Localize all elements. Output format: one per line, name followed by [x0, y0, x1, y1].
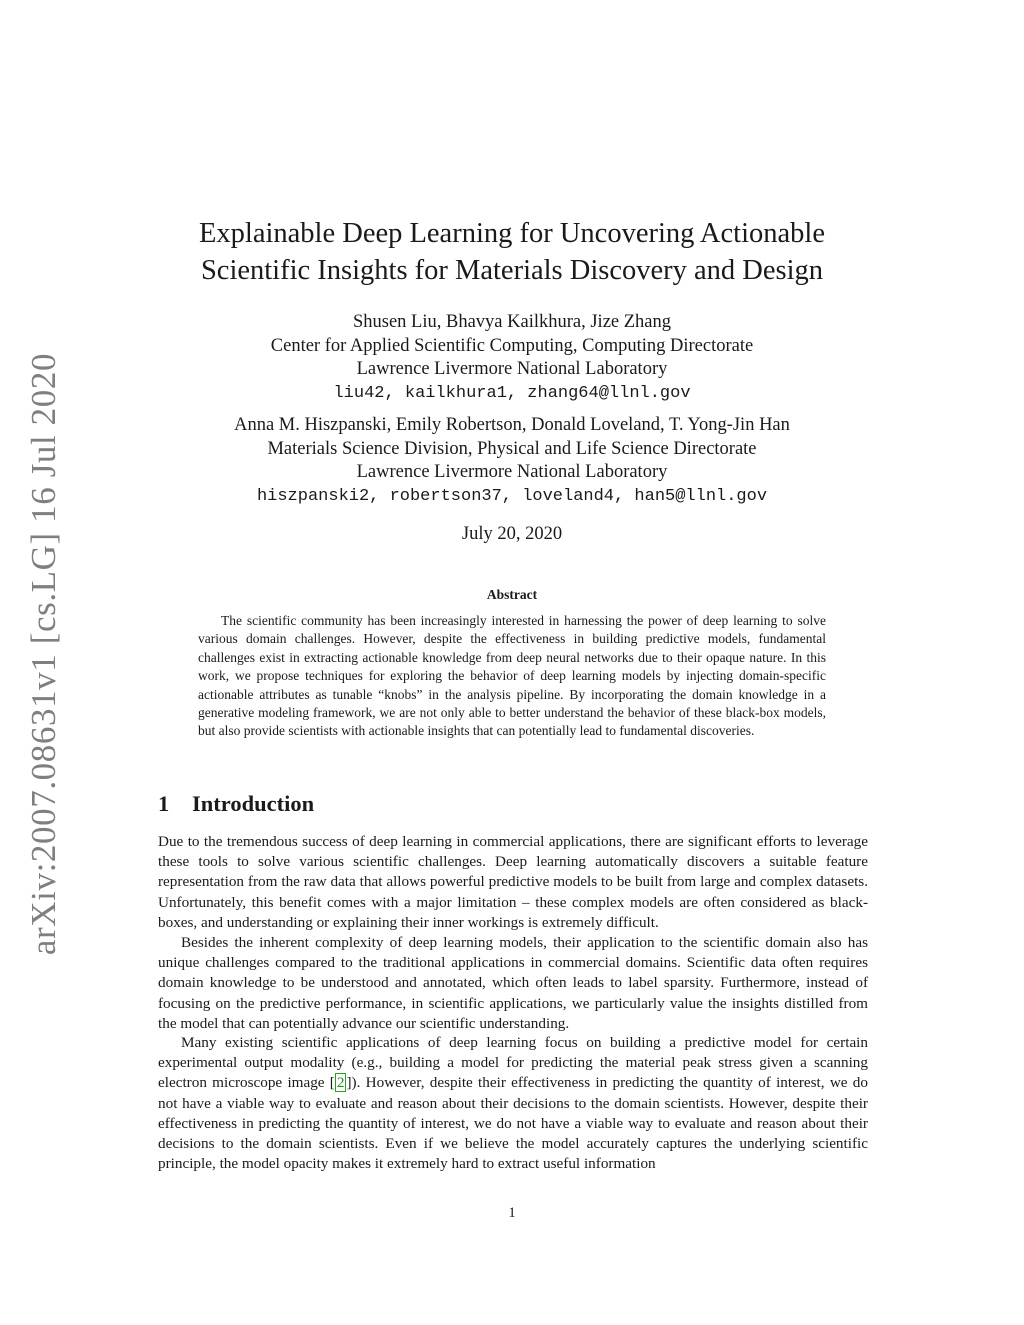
title-line-1: Explainable Deep Learning for Uncovering Actionable [199, 218, 825, 249]
abstract-heading: Abstract [486, 587, 538, 602]
publication-date: July 20, 2020 [461, 524, 563, 544]
author-department: Center for Applied Scientific Computing, Computing Directorate [270, 335, 754, 356]
section-title: Introduction [192, 791, 315, 816]
paragraph-text-before-citation: Many existing scientific applications of deep learning focus on building a predictive model for certain experimental output modality (e.g., building a model for predicting the material peak stress given a scanning electron microscope image [ [158, 1034, 868, 1092]
author-institution: Lawrence Livermore National Laboratory [356, 359, 668, 379]
author-emails: liu42, kailkhura1, zhang64@llnl.gov [333, 383, 691, 403]
paper-title [140, 215, 884, 289]
author-department: Materials Science Division, Physical and Life Science Directorate [267, 438, 757, 459]
intro-paragraph-2: Besides the inherent complexity of deep learning models, their application to the scientific domain also has unique challenges compared to the traditional applications in commercial domains. Scientific data often requires domain knowledge to be understood and annotated, which often leads to label sparsity. Furthermore, instead of focusing on the predictive performance, in scientific applications, we particularly value the insights distilled from the model that can potentially advance our scientific understanding. [158, 934, 868, 1032]
section-number: 1 [158, 791, 170, 816]
section-heading-introduction [158, 789, 314, 819]
title-line-2: Scientific Insights for Materials Discovery and Design [200, 255, 824, 286]
author-emails: hiszpanski2, robertson37, loveland4, han5@llnl.gov [256, 486, 768, 506]
paragraph-text-after-citation: ]). However, despite their effectiveness in predicting the quantity of interest, we do not have a viable way to evaluate and reason about their decisions to the domain scientists. However, despite their effectiveness in predicting the quantity of interest, we do not have a viable way to evaluate and reason about their decisions to the domain scientists. Even if we believe the model accurately captures the underlying scientific principle, the model opacity makes it extremely hard to extract useful information [158, 1074, 868, 1173]
author-names: Shusen Liu, Bhavya Kailkhura, Jize Zhang [352, 312, 672, 332]
intro-paragraph-3 [158, 1033, 868, 1174]
arxiv-side-identifier [8, 352, 80, 956]
citation-link[interactable]: 2 [336, 1074, 345, 1092]
author-group-2 [140, 414, 884, 508]
abstract-text: The scientific community has been increasingly interested in harnessing the power of deep learning to solve various domain challenges. However, despite the effectiveness in building predictive models, fundamental challenges exist in extracting actionable knowledge from deep neural networks due to their opaque nature. In this work, we propose techniques for exploring the behavior of deep learning models by injecting domain-specific actionable attributes as tunable “knobs” in the analysis pipeline. By incorporating the domain knowledge in a generative modeling framework, we are not only able to better understand the behavior of these black-box models, but also provide scientists with actionable insights that can potentially lead to fundamental discoveries. [198, 613, 826, 739]
author-group-1 [140, 311, 884, 405]
arxiv-identifier-text: arXiv:2007.08631v1 [cs.LG] 16 Jul 2020 [24, 352, 63, 956]
page-number: 1 [508, 1205, 516, 1221]
author-names: Anna M. Hiszpanski, Emily Robertson, Donald Loveland, T. Yong-Jin Han [234, 415, 790, 435]
author-institution: Lawrence Livermore National Laboratory [356, 462, 668, 482]
intro-paragraph-1: Due to the tremendous success of deep learning in commercial applications, there are significant efforts to leverage these tools to solve various scientific challenges. Deep learning automatically discovers a suitable feature representation from the raw data that allows powerful predictive models to be built from large and complex datasets. Unfortunately, this benefit comes with a major limitation – these complex models are often considered as black-boxes, and understanding or explaining their inner workings is extremely difficult. [158, 833, 868, 931]
